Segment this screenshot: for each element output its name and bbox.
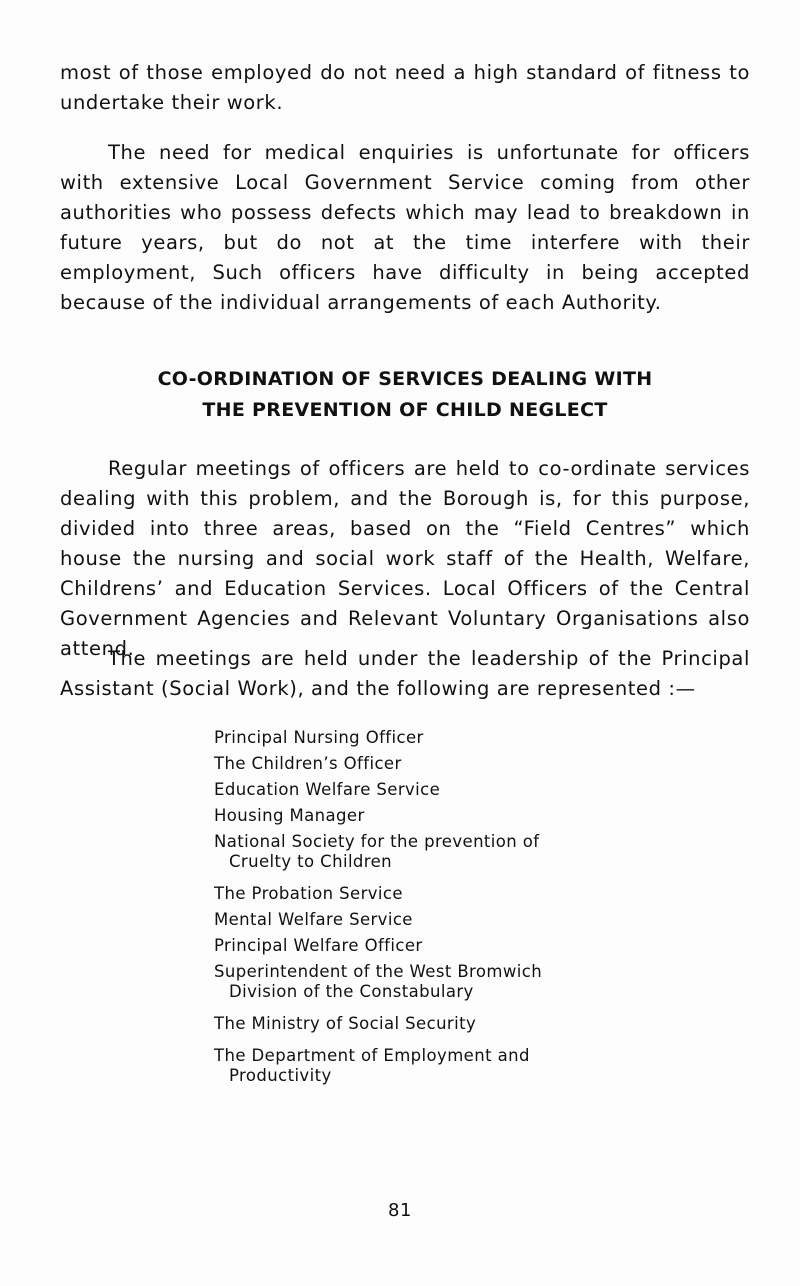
paragraph-leadership: The meetings are held under the leadership of the Principal Assistant (Social Work), and the following are represented :— — [60, 647, 750, 700]
section-heading — [60, 364, 750, 426]
list-item: Mental Welfare Service — [214, 910, 413, 929]
section-heading-line-1: CO-ORDINATION OF SERVICES DEALING WITH — [157, 368, 653, 390]
list-item: The Department of Employment and Productivity — [214, 1046, 530, 1085]
list-item: Principal Nursing Officer — [214, 728, 424, 747]
list-item: The Probation Service — [214, 884, 403, 903]
paragraph-medical-enquiries: The need for medical enquiries is unfortunate for officers with extensive Local Government Service coming from other authorities who possess defects which may lead to breakdown in future years, but do not at the time interfere with their employment, Such officers have difficulty in being accepted because of the individual arrangements of each Authority. — [60, 141, 750, 314]
list-item: The Children’s Officer — [214, 754, 402, 773]
section-heading-line-2: THE PREVENTION OF CHILD NEGLECT — [202, 399, 608, 421]
list-item: Principal Welfare Officer — [214, 936, 423, 955]
list-item: National Society for the prevention of Cruelty to Children — [214, 832, 540, 871]
represented-list — [214, 728, 674, 1092]
list-item: Education Welfare Service — [214, 780, 441, 799]
list-item: Housing Manager — [214, 806, 365, 825]
paragraph-fitness: most of those employed do not need a high standard of fitness to undertake their work. — [60, 61, 750, 114]
paragraph-regular-meetings: Regular meetings of officers are held to co-ordinate services dealing with this problem, and the Borough is, for this purpose, divided into three areas, based on the “Field Centres” which house the nursing and social work staff of the Health, Welfare, Childrens’ and Education Services. Local Officers of the Central Government Agencies and Relevant Voluntary Organisations also attend. — [60, 457, 750, 660]
list-item: The Ministry of Social Security — [214, 1014, 477, 1033]
list-item: Superintendent of the West Bromwich Division of the Constabulary — [214, 962, 543, 1001]
page-number: 81 — [388, 1200, 412, 1221]
